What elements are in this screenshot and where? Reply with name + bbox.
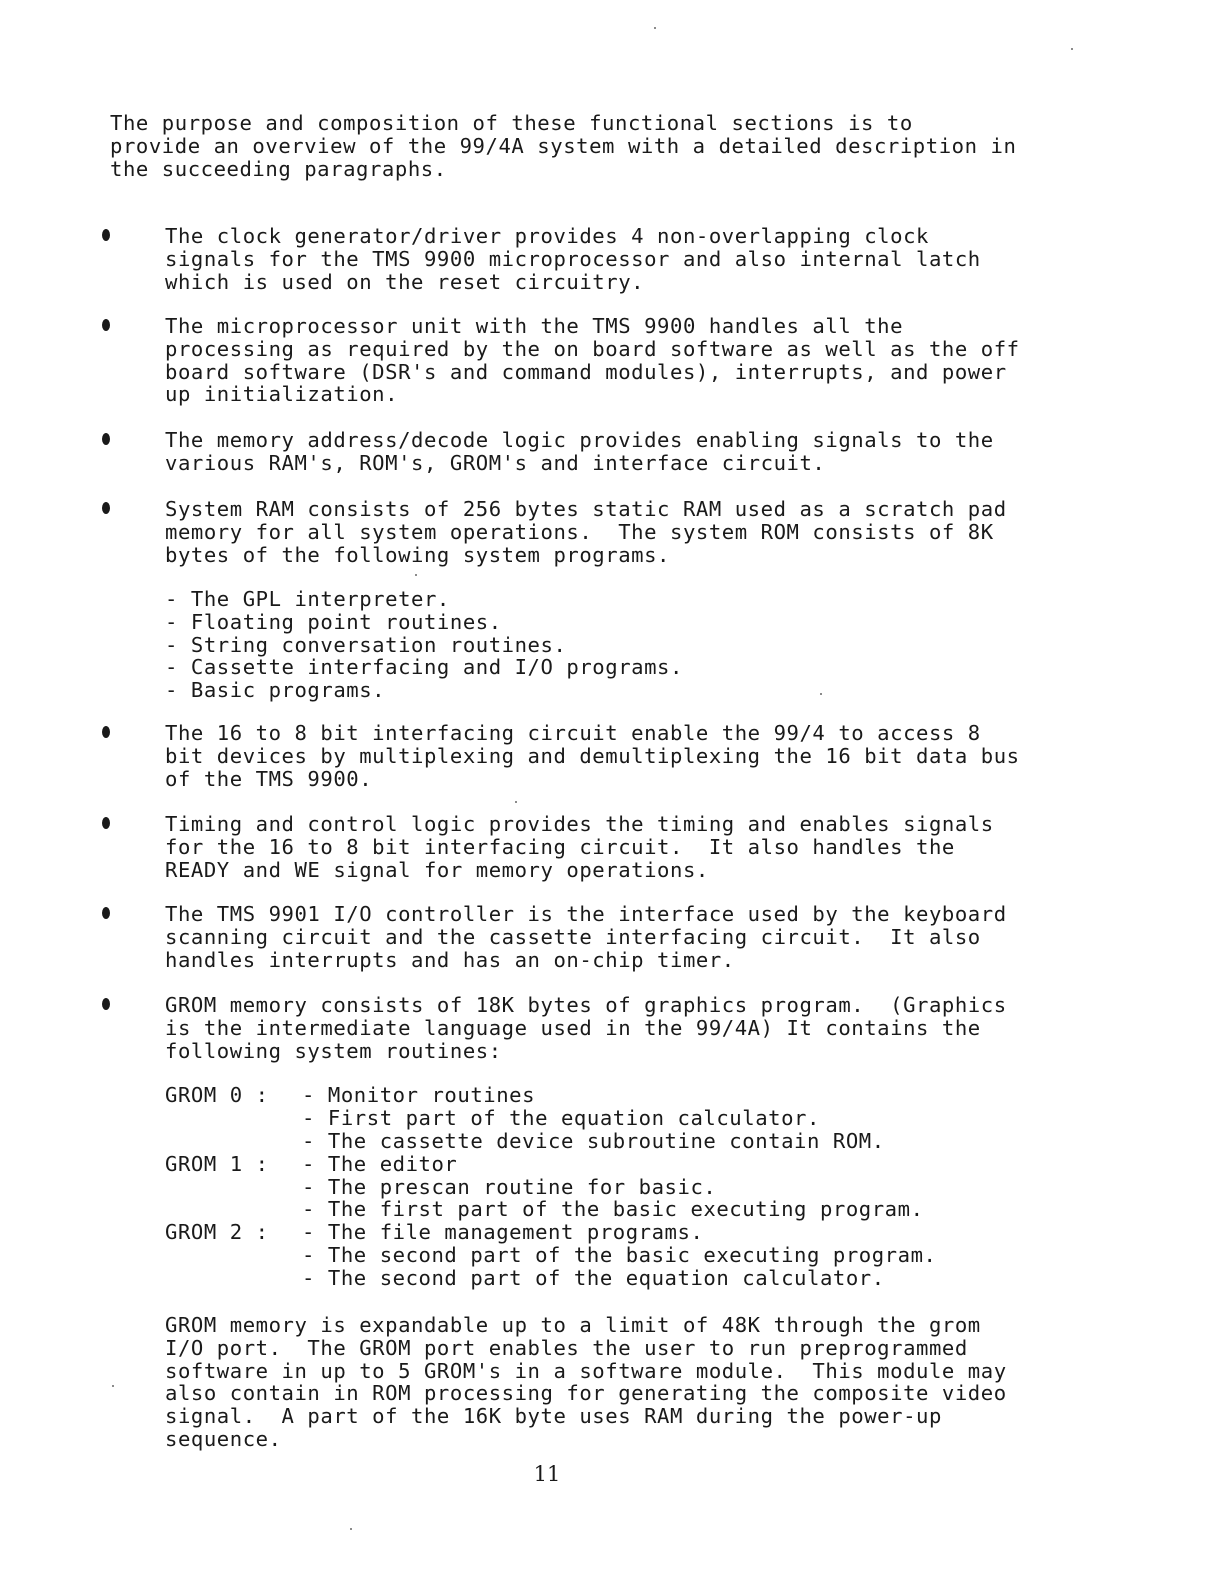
bullet-text: The TMS 9901 I/O controller is the interface used by the keyboard scanning circuit and the cassette interfacing circuit. It also handles interrupts and has an on-chip timer. — [165, 902, 1007, 972]
grom-item: - First part of the equation calculator. — [302, 1105, 820, 1130]
bullet-text: The 16 to 8 bit interfacing circuit enable the 99/4 to access 8 bit devices by multiplexing and demultiplexing the 16 bit data bus of the TMS 9900. — [165, 721, 1020, 791]
grom-item: - The editor — [302, 1151, 458, 1176]
scan-speck — [654, 27, 656, 29]
grom-item: - The second part of the basic executing program. — [302, 1243, 937, 1268]
grom-item: - The second part of the equation calculator. — [302, 1266, 885, 1291]
grom-item: - Monitor routines — [302, 1083, 536, 1107]
list-item: - The GPL interpreter. — [165, 587, 450, 611]
scan-speck — [350, 1528, 352, 1530]
scan-speck — [415, 574, 417, 576]
grom-label: GROM 2 : — [165, 1220, 269, 1245]
bullet-dot-icon — [102, 502, 110, 514]
page-number: 11 — [533, 1462, 561, 1486]
bullet-dot-icon — [102, 433, 110, 445]
bullet-text: The clock generator/driver provides 4 non-overlapping clock signals for the TMS 9900 microprocessor and also internal latch which is used on the reset circuitry. — [165, 224, 981, 294]
bullet-text: The memory address/decode logic provides enabling signals to the various RAM's, ROM's, GROM's and interface circuit. — [165, 428, 994, 475]
bullet-dot-icon — [102, 319, 110, 331]
grom-item: - The cassette device subroutine contain ROM. — [302, 1128, 885, 1153]
scan-speck — [820, 693, 822, 695]
bullet-text: GROM memory consists of 18K bytes of graphics program. (Graphics is the intermediate language used in the 99/4A) It contains the following system routines: — [165, 993, 1007, 1063]
bullet-text: Timing and control logic provides the timing and enables signals for the 16 to 8 bit interfacing circuit. It also handles the READY and WE signal for memory operations. — [165, 812, 994, 882]
bullet-text: The microprocessor unit with the TMS 9900 handles all the processing as required by the on board software as well as the off board software (DSR's and command modules), interrupts, and power up initialization. — [165, 314, 1020, 407]
list-item: - Cassette interfacing and I/O programs. — [165, 655, 683, 680]
scan-speck — [112, 1385, 114, 1387]
grom-label: GROM 1 : — [165, 1151, 269, 1176]
grom-item: - The prescan routine for basic. — [302, 1174, 717, 1199]
grom-item: - The file management programs. — [302, 1220, 704, 1245]
bullet-dot-icon — [102, 907, 110, 919]
bullet-text: System RAM consists of 256 bytes static RAM used as a scratch pad memory for all system operations. The system ROM consists of 8K bytes of the following system programs. — [165, 497, 1007, 567]
rom-program-list — [165, 588, 683, 702]
scan-speck — [515, 801, 517, 803]
intro-paragraph: The purpose and composition of these functional sections is to provide an overview of the 99/4A system with a detailed description in the succeeding paragraphs. — [110, 111, 1017, 181]
list-item: - Basic programs. — [165, 678, 386, 703]
grom-item: - The first part of the basic executing program. — [302, 1197, 924, 1222]
bullet-dot-icon — [102, 229, 110, 241]
scan-speck — [1071, 48, 1073, 50]
bullet-dot-icon — [102, 726, 110, 738]
bullet-dot-icon — [102, 998, 110, 1010]
list-item: - Floating point routines. — [165, 609, 502, 634]
closing-paragraph: GROM memory is expandable up to a limit of 48K through the grom I/O port. The GROM port enables the user to run preprogrammed software in up to 5 GROM's in a software module. This module may also contain in ROM processing for generating the composite video signal. A part of the 16K byte uses RAM during the power-up sequence. — [165, 1313, 1007, 1451]
list-item: - String conversation routines. — [165, 632, 567, 657]
bullet-dot-icon — [102, 817, 110, 829]
grom-label: GROM 0 : — [165, 1083, 269, 1107]
